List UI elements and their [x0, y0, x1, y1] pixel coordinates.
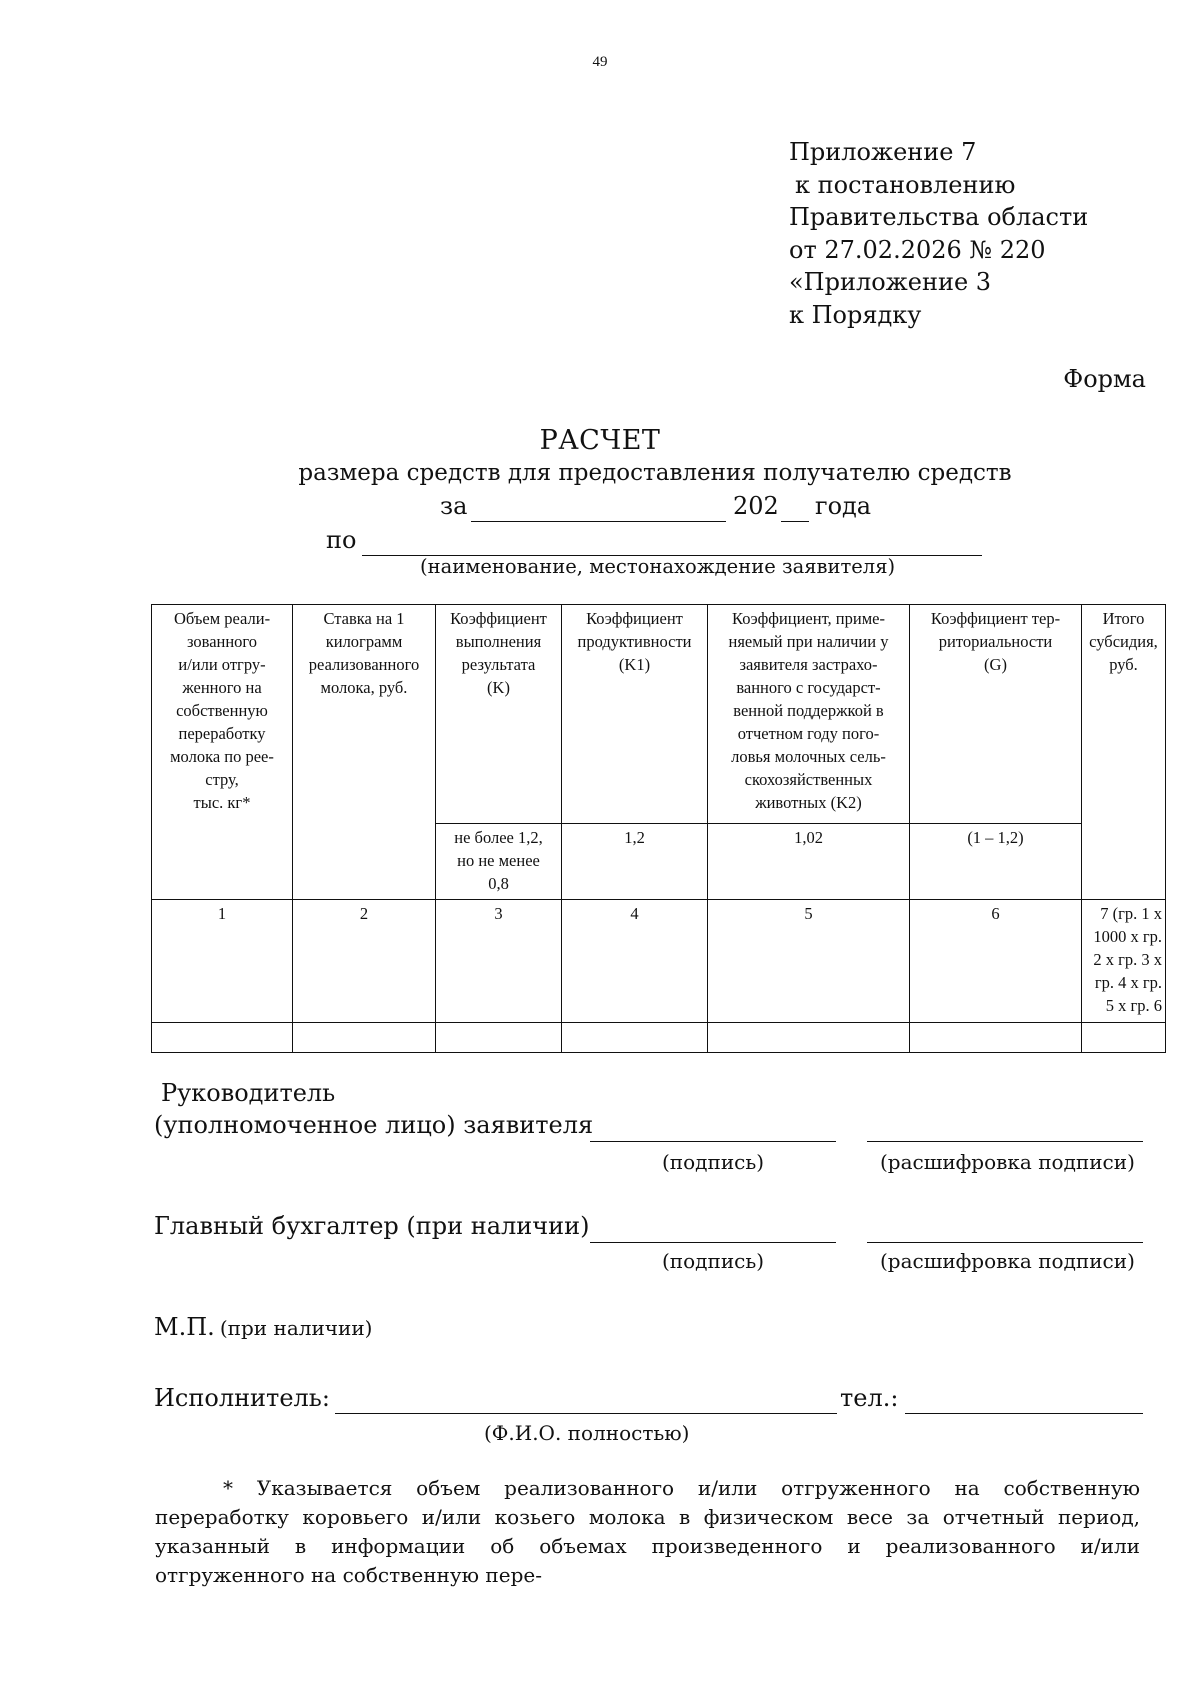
appendix-line: к Порядку — [789, 300, 922, 329]
appendix-line: к постановлению — [795, 170, 1016, 199]
phone-label: тел.: — [840, 1384, 899, 1412]
appendix-line: от 27.02.2026 № 220 — [789, 235, 1046, 264]
head-label: Руководитель — [161, 1079, 336, 1107]
appendix-line: Приложение 7 — [789, 138, 977, 166]
header-cell: Коэффициент тер- риториальности (G) — [910, 605, 1082, 824]
phone-line[interactable] — [905, 1413, 1143, 1414]
limit-cell: 1,02 — [708, 824, 910, 900]
header-cell: Ставка на 1 килограмм реализованного молока, руб. — [293, 605, 436, 900]
data-cell[interactable] — [293, 1023, 436, 1053]
stamp-note: (при наличии) — [219, 1316, 373, 1340]
table-number-row — [152, 900, 1166, 1023]
accountant-signature-line[interactable] — [590, 1242, 836, 1243]
document-subtitle: размера средств для предоставления получателю средств — [298, 460, 1012, 486]
applicant-prefix: по — [326, 526, 357, 554]
stamp-block — [154, 1313, 372, 1341]
period-suffix: года — [815, 492, 872, 520]
accountant-decode-line[interactable] — [867, 1242, 1143, 1243]
executor-name-line[interactable] — [335, 1413, 837, 1414]
form-label: Форма — [1063, 365, 1146, 393]
header-cell: Итого субсидия, руб. — [1082, 605, 1166, 900]
limit-cell: (1 – 1,2) — [910, 824, 1082, 900]
appendix-line: «Приложение 3 — [789, 268, 992, 296]
appendix-line: Правительства области — [789, 203, 1089, 231]
accountant-label: Главный бухгалтер (при наличии) — [154, 1212, 590, 1240]
head-label-sub: (уполномоченное лицо) заявителя — [154, 1111, 594, 1139]
data-cell[interactable] — [152, 1023, 293, 1053]
number-cell: 3 — [436, 900, 562, 1023]
document-title: РАСЧЕТ — [539, 425, 661, 456]
header-cell: Коэффициент, приме- няемый при наличии у заявителя застрахо- ванного с государст- венной поддержкой в отчетном году пого- ловья молочных сель- скохозяйственных животных (K2) — [708, 605, 910, 824]
appendix-block — [789, 136, 1088, 331]
number-cell: 7 (гр. 1 х 1000 х гр. 2 х гр. 3 х гр. 4 х гр. 5 х гр. 6 — [1082, 900, 1166, 1023]
head-signature-caption: (подпись) — [662, 1150, 765, 1174]
period-year: 202 — [733, 492, 779, 520]
number-cell: 5 — [708, 900, 910, 1023]
executor-label: Исполнитель: — [154, 1384, 330, 1412]
period-prefix: за — [440, 492, 468, 520]
number-cell: 2 — [293, 900, 436, 1023]
number-cell: 4 — [562, 900, 708, 1023]
head-decode-line[interactable] — [867, 1141, 1143, 1142]
data-cell[interactable] — [436, 1023, 562, 1053]
footnote: * Указывается объем реализованного и/или отгруженного на собственную переработку коровьего и/или козьего молока в физическом весе за отчетный период, указанный в информации об объемах произведенного и реализованного и/или отгруженного на собственную пере- — [155, 1476, 1140, 1587]
applicant-caption: (наименование, местонахождение заявителя) — [420, 555, 896, 578]
table-header-row — [152, 605, 1166, 824]
table-data-row — [152, 1023, 1166, 1053]
stamp-label: М.П. — [154, 1313, 215, 1341]
year-blank-line[interactable] — [781, 521, 809, 522]
calculation-table — [151, 604, 1166, 1053]
accountant-decode-caption: (расшифровка подписи) — [880, 1249, 1135, 1273]
executor-caption: (Ф.И.О. полностью) — [484, 1421, 690, 1445]
period-blank-line[interactable] — [471, 521, 726, 522]
accountant-signature-caption: (подпись) — [662, 1249, 765, 1273]
header-cell: Коэффициент выполнения результата (K) — [436, 605, 562, 824]
data-cell[interactable] — [708, 1023, 910, 1053]
header-cell: Коэффициент продуктивности (K1) — [562, 605, 708, 824]
page-number: 49 — [592, 54, 608, 70]
header-cell: Объем реали- зованного и/или отгру- женного на собственную переработку молока по рее- стру, тыс. кг* — [152, 605, 293, 900]
data-cell[interactable] — [1082, 1023, 1166, 1053]
head-signature-line[interactable] — [590, 1141, 836, 1142]
limit-cell: не более 1,2, но не менее 0,8 — [436, 824, 562, 900]
limit-cell: 1,2 — [562, 824, 708, 900]
data-cell[interactable] — [910, 1023, 1082, 1053]
number-cell: 6 — [910, 900, 1082, 1023]
data-cell[interactable] — [562, 1023, 708, 1053]
number-cell: 1 — [152, 900, 293, 1023]
head-decode-caption: (расшифровка подписи) — [880, 1150, 1135, 1174]
